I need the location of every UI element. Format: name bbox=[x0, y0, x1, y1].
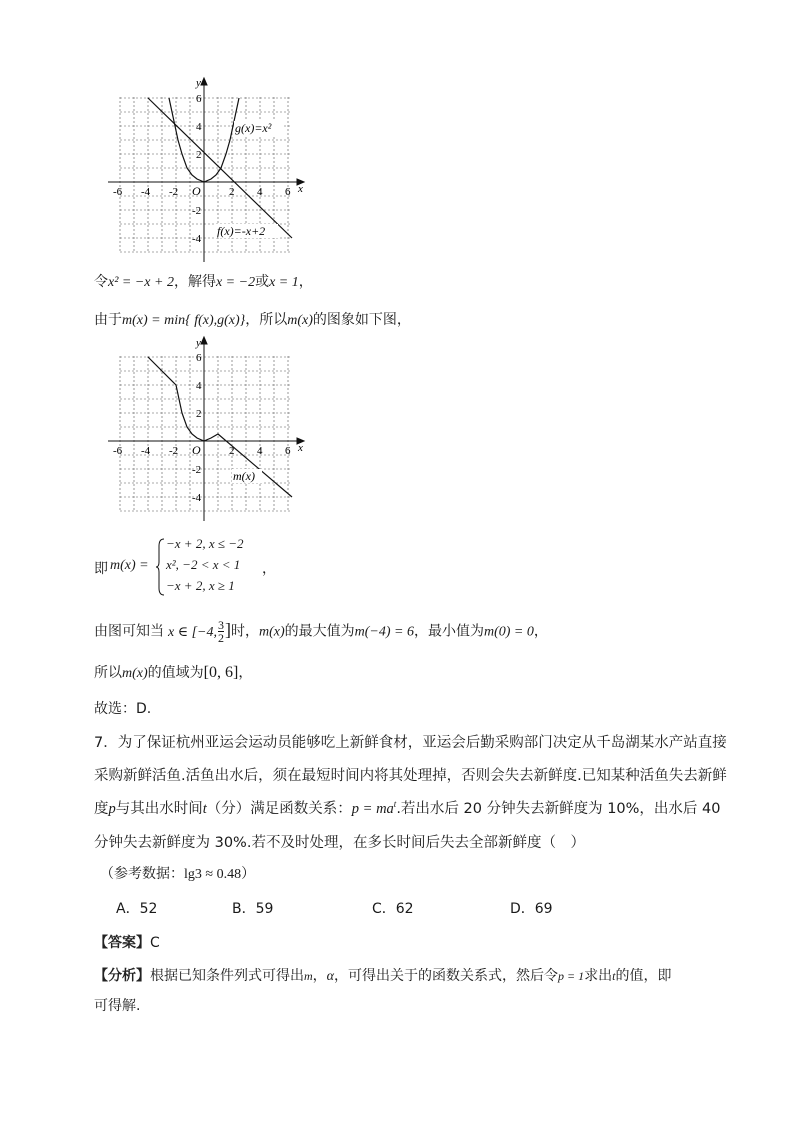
case-3: −x + 2, x ≥ 1 bbox=[166, 578, 235, 593]
q7-line-3 bbox=[94, 797, 721, 818]
q7-line-2: 采购新鲜活鱼.活鱼出水后，须在最短时间内将其处理掉，否则会失去新鲜度.已知某种活鱼失去新鲜 bbox=[94, 768, 727, 784]
var-m: m bbox=[304, 969, 313, 983]
fraction bbox=[218, 619, 224, 644]
x-tick: -6 bbox=[113, 186, 123, 198]
answer-label: 【答案】 bbox=[94, 935, 150, 951]
function-name: m(x) bbox=[287, 313, 313, 328]
option-b[interactable]: B．59 bbox=[232, 901, 274, 917]
text: ， bbox=[238, 665, 253, 681]
text: （参考数据： bbox=[100, 866, 184, 882]
definition: m(x) = min{ f(x),g(x)} bbox=[122, 313, 246, 328]
q7-reference bbox=[100, 863, 255, 883]
analysis-label: 【分析】 bbox=[94, 968, 150, 984]
line-solve bbox=[94, 271, 313, 291]
domain: x ∈ [−4, bbox=[168, 624, 217, 640]
m-label: m(x) bbox=[233, 469, 255, 483]
x-axis-label: x bbox=[298, 183, 303, 195]
axes bbox=[108, 337, 304, 521]
q7-line-4: 分钟失去新鲜度为 30%.若不及时处理，在多长时间后失去全部新鲜度（ ） bbox=[94, 835, 585, 851]
origin-label: O bbox=[192, 184, 201, 198]
text: 求出 bbox=[584, 968, 613, 984]
text: 由图可知当 bbox=[94, 623, 164, 640]
line-definition bbox=[94, 309, 411, 329]
var-p: p bbox=[108, 801, 116, 817]
text: 或 bbox=[255, 274, 270, 290]
x-tick: 2 bbox=[229, 445, 235, 457]
y-tick: -2 bbox=[192, 464, 202, 476]
x-tick: 4 bbox=[257, 186, 263, 198]
y-tick: 4 bbox=[196, 380, 202, 392]
y-tick: 6 bbox=[196, 352, 202, 364]
y-tick: -2 bbox=[192, 205, 202, 217]
text: ，最小值为 bbox=[413, 623, 484, 640]
x-axis-label: x bbox=[298, 442, 303, 454]
origin-label: O bbox=[192, 443, 201, 457]
option-c[interactable]: C．62 bbox=[372, 901, 414, 917]
text: 即 bbox=[94, 561, 108, 577]
ref-value: lg3 ≈ 0.48 bbox=[184, 867, 242, 882]
function-name: m(x) bbox=[258, 624, 285, 640]
max-value: m(−4) = 6 bbox=[354, 624, 414, 640]
text: 与其出水时间 bbox=[115, 801, 203, 817]
x-tick: -2 bbox=[169, 445, 179, 457]
text: 所以 bbox=[94, 665, 122, 681]
y-tick: -4 bbox=[192, 233, 202, 245]
formula: p = ma bbox=[351, 801, 394, 817]
text: 的值域为 bbox=[147, 665, 204, 681]
x-tick: -4 bbox=[141, 445, 151, 457]
answer-value: C bbox=[150, 935, 160, 951]
x-tick: 6 bbox=[285, 445, 291, 457]
y-tick: -4 bbox=[192, 492, 202, 504]
text: 的图象如下图， bbox=[312, 312, 411, 328]
frac-num: 3 bbox=[217, 618, 224, 632]
var-alpha: α bbox=[326, 969, 335, 984]
piecewise-definition bbox=[94, 536, 334, 598]
solution-2: x = 1 bbox=[269, 275, 299, 290]
x-tick: -6 bbox=[113, 445, 123, 457]
x-tick: 2 bbox=[229, 186, 235, 198]
var-t: t bbox=[202, 801, 207, 817]
y-axis-label: y bbox=[196, 337, 201, 349]
text: ， bbox=[312, 968, 327, 984]
text: ，可得出关于的函数关系式，然后令 bbox=[334, 968, 559, 984]
option-d[interactable]: D．69 bbox=[510, 901, 553, 917]
text: .若出水后 20 分钟失去新鲜度为 10%，出水后 40 bbox=[396, 801, 721, 817]
y-tick: 2 bbox=[196, 149, 202, 161]
q7-line-1: 7．为了保证杭州亚运会运动员能够吃上新鲜食材，亚运会后勤采购部门决定从千岛湖某水产站直接 bbox=[94, 735, 727, 751]
y-tick: 6 bbox=[196, 93, 202, 105]
text: 根据已知条件列式可得出 bbox=[150, 968, 304, 984]
case-2: x², −2 < x < 1 bbox=[166, 557, 241, 572]
text: ， bbox=[298, 274, 313, 290]
text: 时， bbox=[230, 623, 259, 640]
text: ，解得 bbox=[173, 274, 216, 290]
text: ， bbox=[262, 561, 276, 577]
text: （分）满足函数关系： bbox=[206, 801, 352, 817]
analysis bbox=[94, 965, 671, 985]
text: 度 bbox=[94, 801, 109, 817]
f-label: f(x)=-x+2 bbox=[217, 224, 266, 238]
y-tick: 4 bbox=[196, 121, 202, 133]
x-tick: -4 bbox=[141, 186, 151, 198]
analysis-line-2: 可得解. bbox=[94, 998, 141, 1014]
frac-den: 2 bbox=[217, 631, 224, 645]
text: 的最大值为 bbox=[284, 623, 355, 640]
case-1: −x + 2, x ≤ −2 bbox=[166, 536, 244, 551]
lhs: m(x) = bbox=[110, 558, 149, 573]
equation: x² = −x + 2 bbox=[108, 275, 174, 290]
line-extremes bbox=[94, 619, 548, 644]
grid bbox=[120, 356, 292, 511]
solution-1: x = −2 bbox=[215, 275, 256, 290]
formula-exp: t bbox=[393, 799, 397, 810]
equation: p = 1 bbox=[558, 969, 585, 983]
line-range bbox=[94, 662, 252, 682]
answer-choice-line: 故选：D. bbox=[94, 701, 152, 717]
x-tick: 4 bbox=[257, 445, 263, 457]
option-a[interactable]: A．52 bbox=[116, 901, 158, 917]
graph-m bbox=[100, 334, 310, 524]
function-name: m(x) bbox=[122, 666, 148, 681]
text: 由于 bbox=[94, 312, 122, 328]
var-t: t bbox=[612, 969, 616, 983]
min-value: m(0) = 0 bbox=[483, 624, 534, 640]
text: ） bbox=[241, 866, 256, 882]
brace bbox=[156, 538, 166, 596]
text: ， bbox=[533, 623, 548, 640]
text: 的值，即 bbox=[615, 968, 672, 984]
x-tick: -2 bbox=[169, 186, 179, 198]
text: 令 bbox=[94, 274, 108, 290]
g-label: g(x)=x² bbox=[235, 121, 272, 135]
y-axis-label: y bbox=[196, 77, 201, 89]
graph-g-f bbox=[100, 74, 310, 274]
text: ，所以 bbox=[245, 312, 288, 328]
range: [0, 6] bbox=[203, 664, 239, 681]
domain-end: ] bbox=[224, 619, 231, 640]
x-tick: 6 bbox=[285, 186, 291, 198]
answer bbox=[94, 932, 160, 952]
y-tick: 2 bbox=[196, 408, 202, 420]
